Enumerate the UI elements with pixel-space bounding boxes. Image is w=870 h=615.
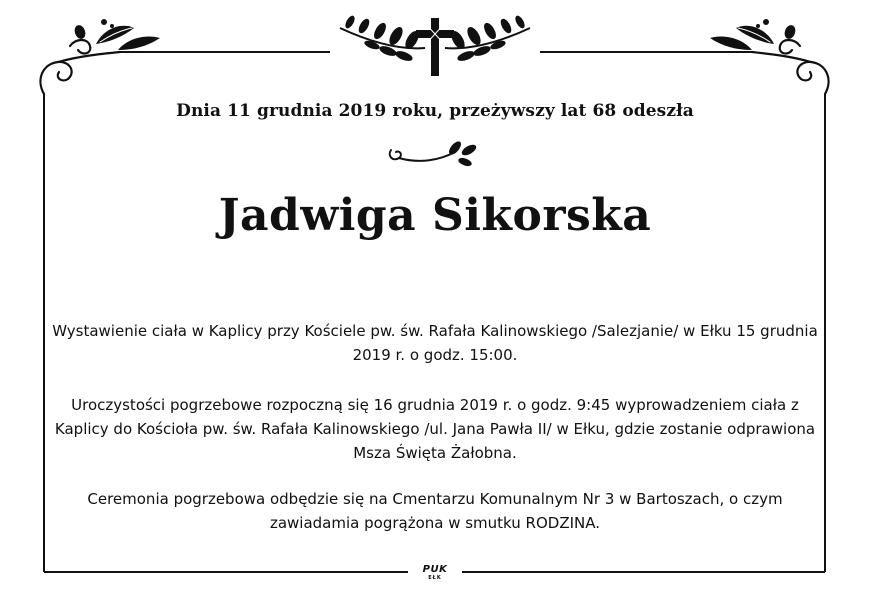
- deceased-name: Jadwiga Sikorska: [218, 190, 652, 241]
- death-date-headline: Dnia 11 grudnia 2019 roku, przeżywszy lat 68 odeszła: [176, 101, 694, 121]
- cross-icon: [340, 14, 530, 76]
- company-logo: [414, 564, 456, 584]
- logo-sub-text: EŁK: [428, 575, 442, 581]
- burial-info-paragraph: Ceremonia pogrzebowa odbędzie się na Cmentarzu Komunalnym Nr 3 w Bartoszach, o czym zawiadamia pogrążona w smutku RODZINA.: [87, 490, 783, 532]
- vine-divider-icon: [385, 140, 485, 170]
- logo-main-text: PUK: [422, 564, 448, 575]
- floral-ornament-icon: [710, 19, 829, 94]
- ceremony-info-paragraph: Uroczystości pogrzebowe rozpoczną się 16 grudnia 2019 r. o godz. 9:45 wyprowadzeniem ciała z Kaplicy do Kościoła pw. św. Rafała Kalinowskiego /ul. Jana Pawła II/ w Ełku, gdzie zostanie odprawiona Msza Święta Żałobna.: [54, 396, 816, 462]
- viewing-info-paragraph: Wystawienie ciała w Kaplicy przy Kościele pw. św. Rafała Kalinowskiego /Salezjanie/ w Ełku 15 grudnia 2019 r. o godz. 15:00.: [52, 322, 818, 364]
- floral-ornament-icon: [40, 19, 160, 94]
